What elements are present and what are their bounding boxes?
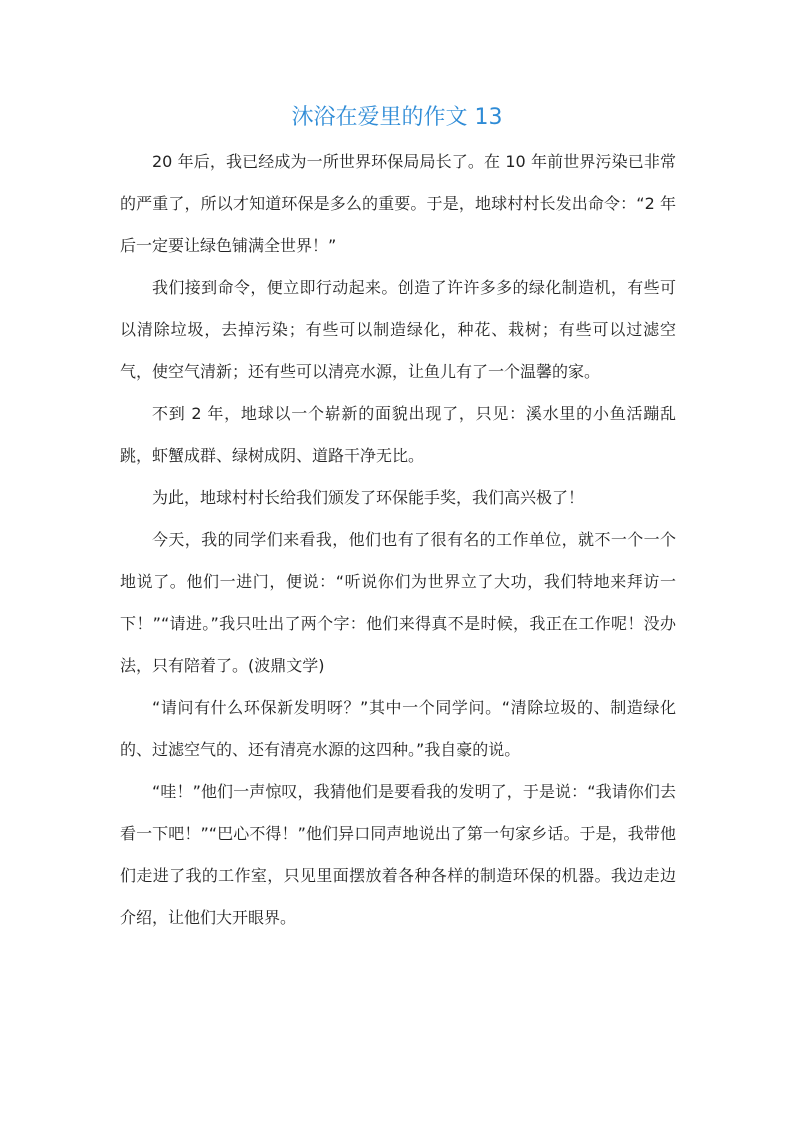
paragraph-7: “哇！”他们一声惊叹，我猜他们是要看我的发明了，于是说：“我请你们去看一下吧！”“巴心不得！”他们异口同声地说出了第一句家乡话。于是，我带他们走进了我的工作室，只见里面摆放着各种各样的制造环保的机器。我边走边介绍，让他们大开眼界。 <box>120 782 676 927</box>
document-body <box>120 141 676 939</box>
paragraph-2: 我们接到命令，便立即行动起来。创造了许许多多的绿化制造机，有些可以清除垃圾，去掉污染；有些可以制造绿化，种花、栽树；有些可以过滤空气，使空气清新；还有些可以清亮水源，让鱼儿有了一个温馨的家。 <box>120 278 676 381</box>
paragraph-1: 20 年后，我已经成为一所世界环保局局长了。在 10 年前世界污染已非常的严重了，所以才知道环保是多么的重要。于是，地球村村长发出命令：“2 年后一定要让绿色铺满全世界！” <box>120 152 676 255</box>
paragraph-4: 为此，地球村村长给我们颁发了环保能手奖，我们高兴极了！ <box>152 488 585 507</box>
document-title: 沐浴在爱里的作文 13 <box>291 105 503 130</box>
paragraph-3: 不到 2 年，地球以一个崭新的面貌出现了，只见：溪水里的小鱼活蹦乱跳，虾蟹成群、绿树成阴、道路干净无比。 <box>120 404 676 465</box>
paragraph-5: 今天，我的同学们来看我，他们也有了很有名的工作单位，就不一个一个地说了。他们一进门，便说：“听说你们为世界立了大功，我们特地来拜访一下！”“请进。”我只吐出了两个字：他们来得真不是时候，我正在工作呢！没办法，只有陪着了。(波鼎文学) <box>120 530 676 675</box>
paragraph-6: “请问有什么环保新发明呀？”其中一个同学问。“清除垃圾的、制造绿化的、过滤空气的、还有清亮水源的这四种。”我自豪的说。 <box>120 698 676 759</box>
